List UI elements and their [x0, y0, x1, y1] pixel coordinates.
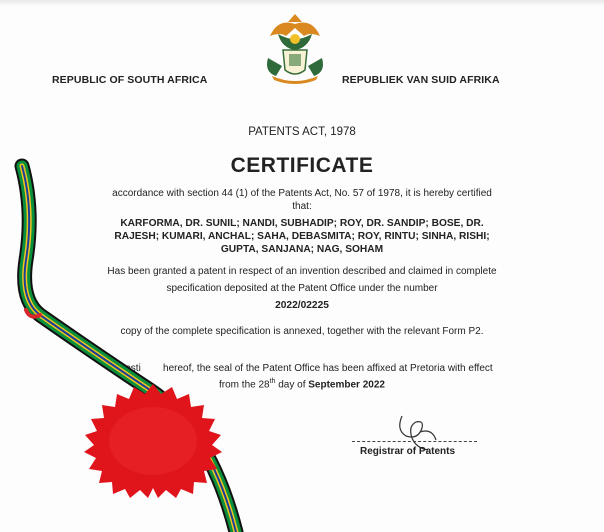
names-line-2: RAJESH; KUMARI, ANCHAL; SAHA, DEBASMITA; ROY, RINTU; SINHA, RISHI; [114, 231, 490, 242]
annex-line: copy of the complete specification is annexed, together with the relevant Form P2. [120, 326, 484, 337]
from-prefix: from the 28 [219, 379, 270, 391]
granted-line-1: Has been granted a patent in respect of an invention described and claimed in complete [107, 266, 497, 277]
from-sup: th [269, 378, 276, 385]
patent-number: 2022/02225 [275, 300, 329, 311]
registrar-label: Registrar of Patents [360, 446, 456, 457]
from-date: September 2022 [308, 379, 385, 391]
wax-seal-icon [78, 382, 228, 498]
accordance-line-1: accordance with section 44 (1) of the Patents Act, No. 57 of 1978, it is hereby certified [112, 188, 492, 199]
certificate-title: CERTIFICATE [230, 154, 374, 177]
act-title: PATENTS ACT, 1978 [248, 126, 356, 138]
from-mid: day of [275, 379, 309, 391]
header-right-text: REPUBLIEK VAN SUID AFRIKA [342, 74, 500, 86]
accordance-line-2: that: [292, 201, 312, 212]
coat-of-arms-icon [258, 14, 332, 84]
names-line-1: KARFORMA, DR. SUNIL; NANDI, SUBHADIP; ROY, DR. SANDIP; BOSE, DR. [120, 218, 484, 229]
signature-line [352, 441, 477, 442]
page-top-edge [0, 0, 604, 6]
header-left-text: REPUBLIC OF SOUTH AFRICA [52, 74, 208, 86]
granted-line-2: specification deposited at the Patent Office under the number [166, 283, 438, 294]
names-line-3: GUPTA, SANJANA; NAG, SOHAM [220, 244, 384, 255]
seal-line: In testi hereof, the seal of the Patent Office has been affixed at Pretoria with effect [111, 363, 493, 374]
